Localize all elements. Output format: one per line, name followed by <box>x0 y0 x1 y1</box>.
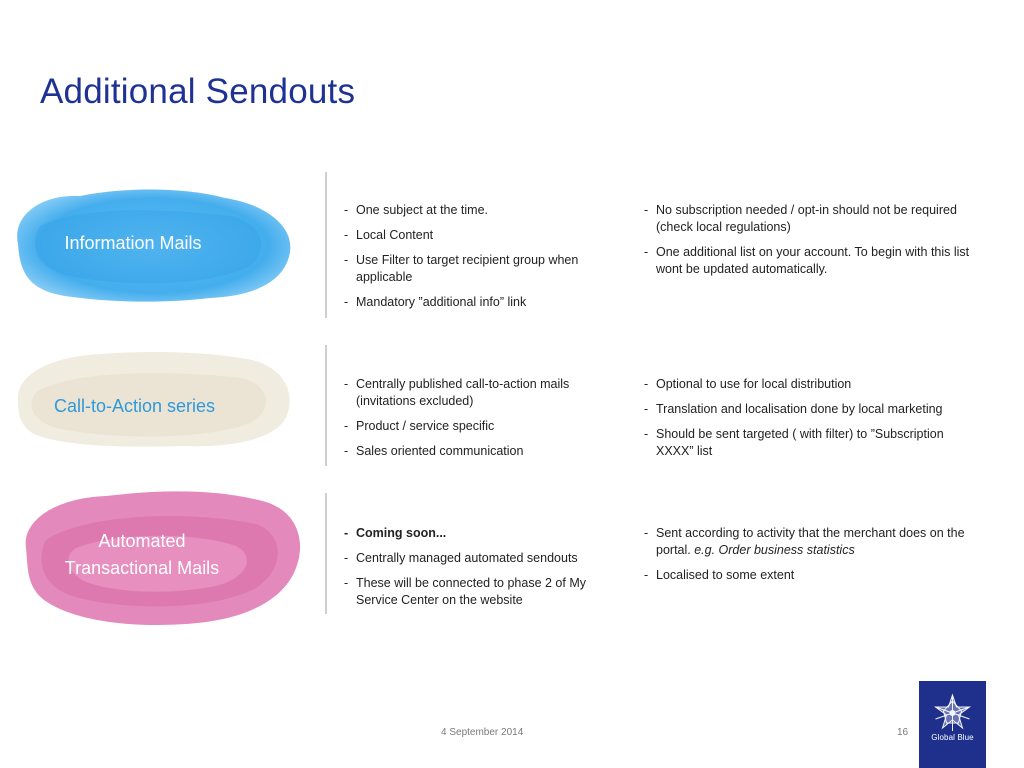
automated-transactional-blob <box>16 488 306 628</box>
list-item: - Local Content <box>344 227 609 244</box>
page-number: 16 <box>897 727 909 738</box>
automated-transactional-left-column <box>344 525 609 617</box>
list-item: - Should be sent targeted ( with filter) to ”Subscription XXXX” list <box>644 426 974 460</box>
row-divider-3 <box>325 493 327 614</box>
list-item: - These will be connected to phase 2 of My Service Center on the website <box>344 575 609 609</box>
list-item: - Mandatory ”additional info” link <box>344 294 609 311</box>
row-label-line-1: Automated <box>98 531 186 551</box>
list-item: - Centrally managed automated sendouts <box>344 550 609 567</box>
row-label-call-to-action: Call-to-Action series <box>53 396 216 416</box>
information-mails-blob <box>10 186 295 304</box>
list-item: - Translation and localisation done by local marketing <box>644 401 974 418</box>
page-title: Additional Sendouts <box>40 72 356 111</box>
call-to-action-right-column <box>644 376 974 468</box>
row-divider-1 <box>325 172 327 318</box>
global-blue-logo <box>919 681 986 768</box>
call-to-action-left-column <box>344 376 609 468</box>
footer-date: 4 September 2014 <box>441 727 524 738</box>
list-item: - No subscription needed / opt-in should not be required (check local regulations) <box>644 202 974 236</box>
list-item: - Optional to use for local distribution <box>644 376 974 393</box>
list-item: - Use Filter to target recipient group when applicable <box>344 252 609 286</box>
list-item: - Coming soon... <box>344 525 609 542</box>
row-label-information-mails: Information Mails <box>64 233 202 253</box>
automated-transactional-right-column <box>644 525 974 592</box>
information-mails-right-column <box>644 202 974 286</box>
star-icon <box>919 687 986 739</box>
row-divider-2 <box>325 345 327 466</box>
list-item-text: Sent according to activity that the merchant does on the portal. <box>656 526 965 557</box>
list-item <box>644 525 974 559</box>
information-mails-left-column <box>344 202 609 319</box>
list-item: - Centrally published call-to-action mails (invitations excluded) <box>344 376 609 410</box>
list-item: - Product / service specific <box>344 418 609 435</box>
list-item: - Sales oriented communication <box>344 443 609 460</box>
list-item: - Localised to some extent <box>644 567 974 584</box>
list-item: - One subject at the time. <box>344 202 609 219</box>
row-label-line-2: Transactional Mails <box>64 558 220 578</box>
list-item-example: e.g. Order business statistics <box>694 543 855 557</box>
list-item: - One additional list on your account. To begin with this list wont be updated automatically. <box>644 244 974 278</box>
row-label-automated-transactional <box>36 528 248 582</box>
logo-text: Global Blue <box>931 733 974 742</box>
call-to-action-blob <box>12 348 294 450</box>
